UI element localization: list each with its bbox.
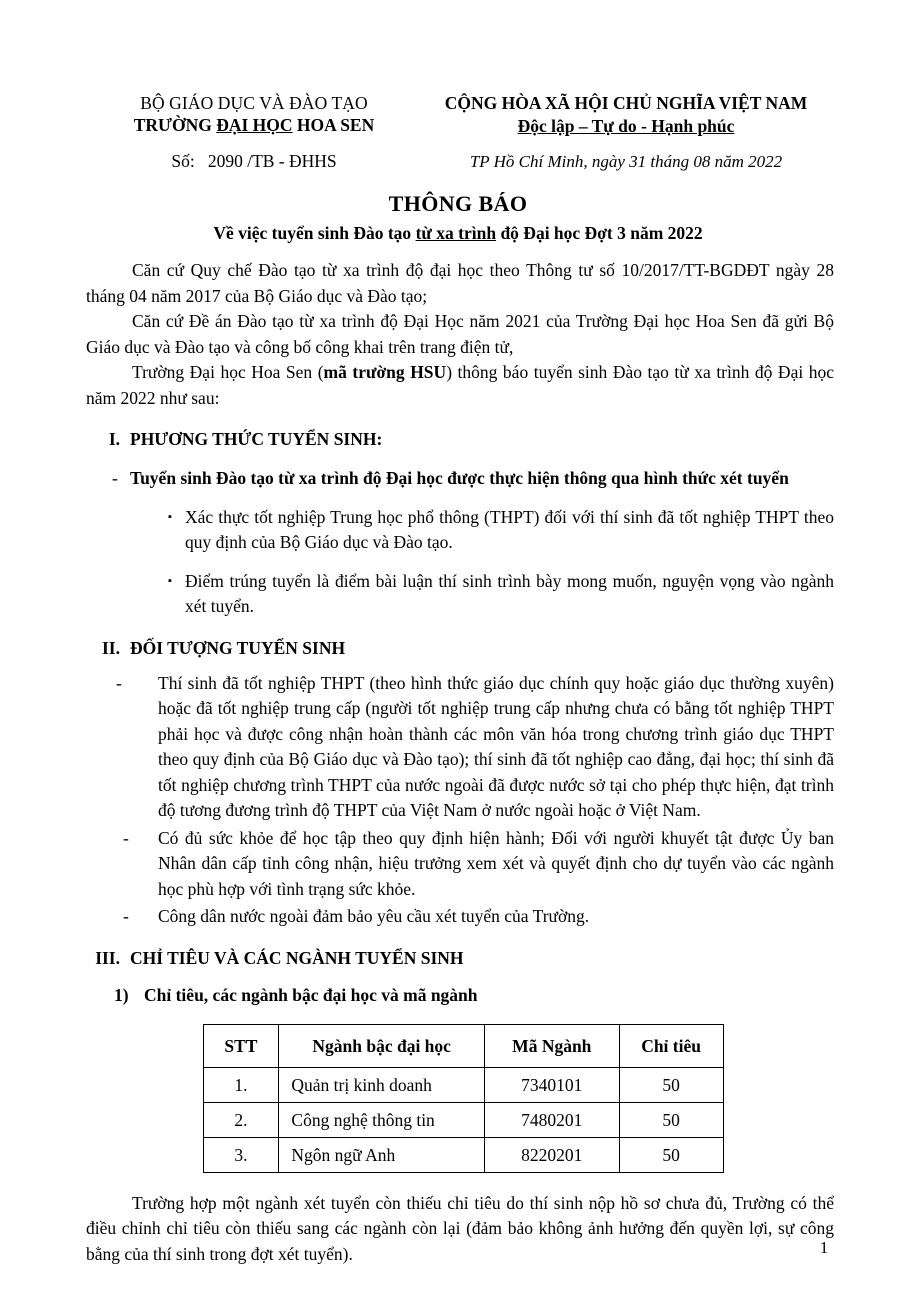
place-and-date: TP Hồ Chí Minh, ngày 31 tháng 08 năm 2022 [469, 152, 783, 171]
section-1-bullet-1-text: Tuyển sinh Đào tạo từ xa trình độ Đại học được thực hiện thông qua hình thức xét tuyển [130, 468, 789, 488]
table-row [203, 1067, 723, 1102]
country-name: CỘNG HÒA XÃ HỘI CHỦ NGHĨA VIỆT NAM [444, 93, 808, 113]
square-bullet-icon: ▪ [168, 574, 172, 587]
subtitle-pre: Về việc tuyển sinh Đào tạo [213, 223, 416, 243]
section-1-subbullet-1-text: Xác thực tốt nghiệp Trung học phổ thông (THPT) đối với thí sinh đã tốt nghiệp THPT theo quy định của Bộ Giáo dục và Đào tạo. [185, 506, 834, 552]
section-3-sub-number: 1) [114, 984, 129, 1005]
square-bullet-icon: ▪ [168, 510, 172, 523]
quota-table-wrapper [86, 1024, 834, 1173]
closing-paragraph: Trường hợp một ngành xét tuyển còn thiếu chỉ tiêu do thí sinh nộp hồ sơ chưa đủ, Trường có thể điều chỉnh chỉ tiêu còn thiếu sang các ngành còn lại (đảm bảo không ảnh hưởng đến quyền lợi, sự công bằng của thí sinh trong đợt xét tuyển). [86, 1192, 834, 1264]
column-header-major: Ngành bậc đại học [279, 1024, 485, 1067]
document-title-block [86, 190, 830, 246]
document-body [86, 258, 834, 1267]
letterhead-right [422, 92, 830, 173]
cell-quota: 50 [619, 1102, 723, 1137]
subtitle-post: độ Đại học Đợt 3 năm 2022 [496, 223, 703, 243]
table-header-row [203, 1024, 723, 1067]
section-heading-3 [86, 946, 834, 971]
page-number: 1 [819, 1238, 829, 1257]
cell-code: 7480201 [484, 1102, 619, 1137]
section-3-numeral: III. [95, 947, 120, 968]
national-motto-text: Độc lập – Tự do - Hạnh phúc [517, 116, 735, 136]
dash-marker-icon: - [123, 906, 129, 926]
school-name-suffix: HOA SEN [292, 115, 375, 135]
table-row [203, 1137, 723, 1172]
cell-stt: 2. [203, 1102, 279, 1137]
section-1-subbullet-2-text: Điểm trúng tuyển là điểm bài luận thí sinh trình bày mong muốn, nguyện vọng vào ngành xét tuyển. [185, 570, 834, 616]
letterhead-left [86, 92, 422, 172]
dash-marker-icon: - [116, 672, 122, 693]
document-number-line [86, 150, 422, 172]
subtitle-underlined: từ xa trình [415, 223, 497, 243]
section-3-title: CHỈ TIÊU VÀ CÁC NGÀNH TUYỂN SINH [130, 947, 464, 968]
section-3-subheading [86, 983, 834, 1008]
section-2-item-3 [86, 904, 834, 930]
cell-stt: 1. [203, 1067, 279, 1102]
section-1-subbullet-2 [86, 569, 834, 620]
cell-major: Quản trị kinh doanh [279, 1067, 485, 1102]
section-heading-2 [86, 636, 834, 661]
school-name-underlined: ĐẠI HỌC [216, 115, 293, 135]
cell-code: 8220201 [484, 1137, 619, 1172]
dash-marker-icon: - [123, 827, 129, 848]
preamble-paragraph-3 [86, 360, 834, 411]
preamble-paragraph-2: Căn cứ Đề án Đào tạo từ xa trình độ Đại Học năm 2021 của Trường Đại học Hoa Sen đã gửi Bộ Giáo dục và Đào tạo và công bố công khai trên trang điện tử, [86, 311, 834, 357]
document-number-label: Số: [171, 151, 195, 171]
closing-note [86, 1191, 834, 1268]
cell-stt: 3. [203, 1137, 279, 1172]
cell-major: Ngôn ngữ Anh [279, 1137, 485, 1172]
letterhead [86, 92, 830, 173]
section-1-bullet-1 [86, 466, 834, 492]
column-header-quota: Chỉ tiêu [619, 1024, 723, 1067]
page-title: THÔNG BÁO [388, 191, 528, 216]
column-header-code: Mã Ngành [484, 1024, 619, 1067]
section-2-title: ĐỐI TƯỢNG TUYỂN SINH [130, 637, 346, 658]
preamble-3-post: ) thông báo tuyển sinh Đào tạo từ xa trình độ Đại học năm 2022 như sau: [86, 362, 834, 408]
section-2-numeral: II. [102, 637, 120, 658]
section-2-item-1-text: Thí sinh đã tốt nghiệp THPT (theo hình thức giáo dục chính quy hoặc giáo dục thường xuyên) hoặc đã tốt nghiệp trung cấp (người tốt nghiệp trung cấp nhưng chưa có bằng tốt nghiệp THPT phải học và được công nhận hoàn thành các môn văn hóa trong chương trình giáo dục THPT theo quy định của Bộ Giáo dục và Đào tạo); thí sinh đã tốt nghiệp cao đẳng, đại học; thí sinh đã tốt nghiệp chương trình THPT của nước ngoài đã được nước sở tại cho phép thực hiện, đạt trình độ tương đương trình độ THPT của Việt Nam ở nước ngoài hoặc ở Việt Nam. [158, 672, 834, 820]
school-name [86, 114, 422, 136]
document-number-value: 2090 /TB - ĐHHS [207, 151, 337, 171]
quota-table [203, 1024, 724, 1173]
section-2-item-1 [86, 671, 834, 824]
section-1-numeral: I. [108, 429, 120, 449]
document-subtitle [86, 220, 830, 246]
ministry-name: BỘ GIÁO DỤC VÀ ĐÀO TẠO [140, 93, 368, 113]
section-heading-1 [86, 427, 834, 452]
cell-code: 7340101 [484, 1067, 619, 1102]
section-1-title: PHƯƠNG THỨC TUYỂN SINH: [130, 429, 383, 449]
preamble-3-pre: Trường Đại học Hoa Sen ( [132, 362, 324, 382]
section-2-item-2-text: Có đủ sức khỏe để học tập theo quy định hiện hành; Đối với người khuyết tật được Ủy ban Nhân dân cấp tỉnh công nhận, hiệu trưởng xem xét và quyết định cho dự tuyển vào các ngành học phù hợp với tình trạng sức khỏe. [158, 827, 834, 899]
section-1-subbullet-1 [86, 505, 834, 556]
school-code: mã trường HSU [323, 362, 447, 382]
cell-quota: 50 [619, 1067, 723, 1102]
dash-marker-icon: - [112, 468, 118, 488]
section-2-item-2 [86, 826, 834, 903]
table-row [203, 1102, 723, 1137]
school-name-prefix: TRƯỜNG [133, 115, 217, 135]
cell-quota: 50 [619, 1137, 723, 1172]
section-3-sub-title: Chỉ tiêu, các ngành bậc đại học và mã ngành [144, 984, 478, 1005]
section-2-item-3-text: Công dân nước ngoài đảm bảo yêu cầu xét tuyển của Trường. [158, 906, 590, 926]
national-motto [422, 115, 830, 137]
preamble-paragraph-1: Căn cứ Quy chế Đào tạo từ xa trình độ đại học theo Thông tư số 10/2017/TT-BGDĐT ngày 28 tháng 04 năm 2017 của Bộ Giáo dục và Đào tạo; [86, 260, 834, 306]
column-header-stt: STT [203, 1024, 279, 1067]
cell-major: Công nghệ thông tin [279, 1102, 485, 1137]
